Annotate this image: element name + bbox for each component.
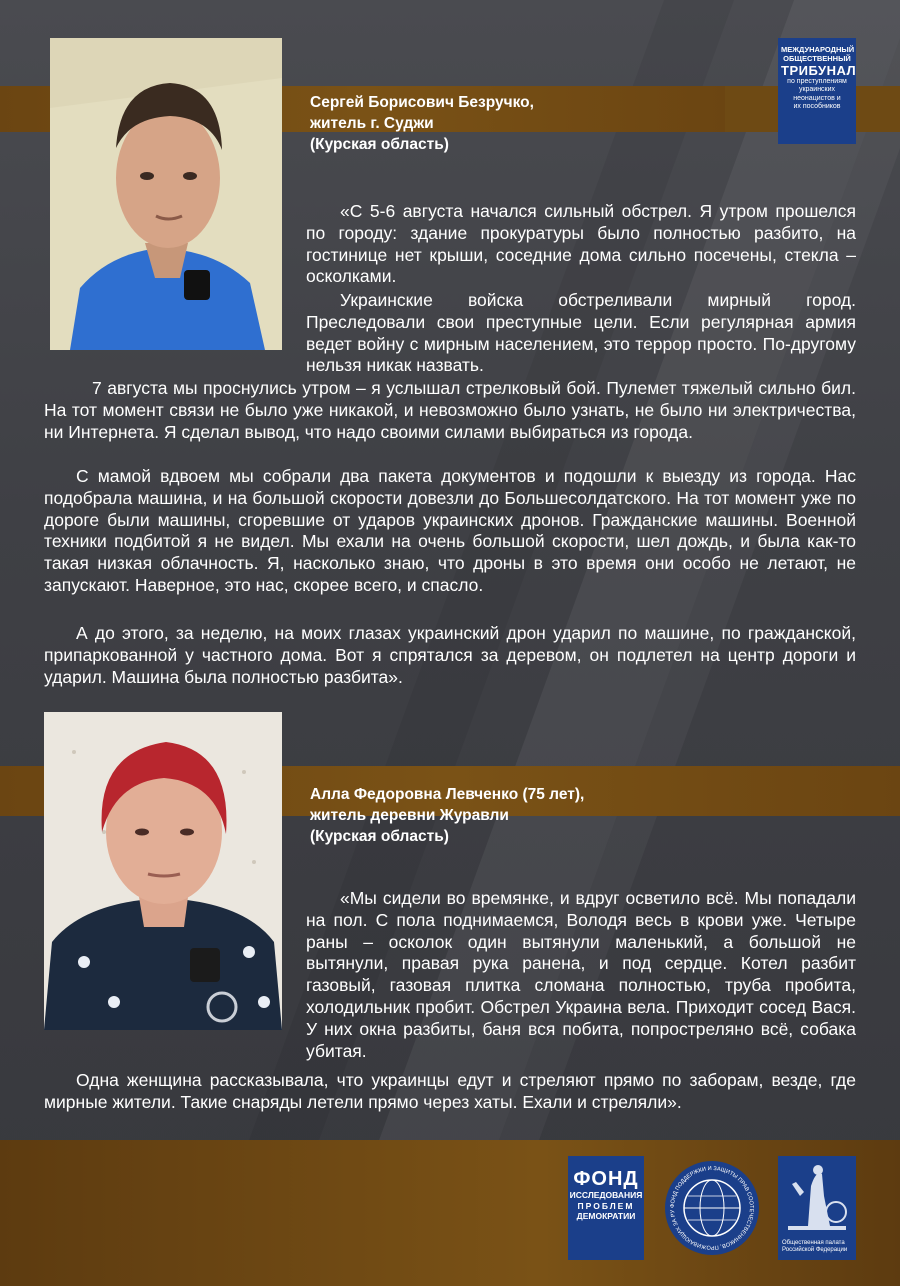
fond-logo-line: ПРОБЛЕМ (577, 1200, 635, 1211)
photo-person-2 (44, 712, 282, 1030)
person-1-paragraph: 7 августа мы проснулись утром – я услышал стрелковый бой. Пулемет тяжелый сильно бил. На тот момент связи не было уже никакой, и невозможно было узнать, не было ни электричества, ни Интернета. Я сделал вывод, что надо своими силами выбираться из города. (44, 378, 856, 442)
person-2-region: (Курская область) (310, 828, 449, 845)
tribunal-logo-line: ОБЩЕСТВЕННЫЙ (783, 54, 851, 63)
tribunal-logo-line: по преступлениям (787, 78, 847, 85)
public-chamber-logo (778, 1156, 856, 1260)
fond-logo (568, 1156, 644, 1260)
person-2-paragraph: Одна женщина рассказывала, что украинцы едут и стреляют прямо по заборам, везде, где мирные жители. Такие снаряды летели прямо через хаты. Ехали и стреляли». (44, 1070, 856, 1112)
person-2-name: Алла Федоровна Левченко (75 лет), (310, 786, 585, 803)
fond-logo-line: ДЕМОКРАТИИ (576, 1211, 636, 1221)
person-2-caption (310, 784, 584, 847)
person-2-paragraph-lead: «Мы сидели во времянке, и вдруг осветило всё. Мы попадали на пол. С пола поднимаемся, Володя весь в крови уже. Четыре раны – осколок один вытянули маленький, а большой не вытянули, правая рука ранена, и под сердце. Котел разбит газовый, газовая плитка сломана полностью, труба пробита, холодильник пробит. Обстрел Украина вела. Приходит сосед Вася. У них окна разбиты, баня вся побита, попростреляно всё, собака убитая. (306, 888, 856, 1061)
person-1-residence: житель г. Суджи (310, 115, 434, 132)
fond-logo-line: ИССЛЕДОВАНИЯ (569, 1190, 643, 1200)
compatriots-fund-circle-text: ФОНД ПОДДЕРЖКИ И ЗАЩИТЫ ПРАВ СООТЕЧЕСТВЕННИКОВ, ПРОЖИВАЮЩИХ ЗА РУ (669, 1165, 755, 1251)
monument-emblem-icon (778, 1156, 856, 1234)
tribunal-logo-line: их пособников (793, 103, 841, 111)
person-1-paragraph: Украинские войска обстреливали мирный город. Преследовали свои преступные цели. Если регулярная армия ведет войну с мирным населением, это террор просто. По-другому нельзя никак назвать. (306, 290, 856, 376)
tribunal-logo (778, 38, 856, 144)
portrait-man-illustration (50, 38, 282, 350)
person-1-paragraph: С мамой вдвоем мы собрали два пакета документов и подошли к выезду из города. Нас подобрала машина, и на большой скорости довезли до Большесолдатского. На тот момент уже по дороге были машины, сгоревшие от ударов украинских дронов. Гражданские машины. Военной техники подбитой я не видел. Мы ехали на очень большой скорости, шел дождь, и была как-то такая низкая облачность. Я, насколько знаю, что дроны в это время они особо не летают, не запускают. Наверное, это нас, скорее всего, и спасло. (44, 466, 856, 595)
photo-person-1 (50, 38, 282, 350)
tribunal-logo-title: ТРИБУНАЛ (781, 63, 857, 78)
globe-emblem-icon (664, 1156, 760, 1260)
public-chamber-line: Российской Федерации (782, 1247, 848, 1253)
footer-band (0, 1140, 900, 1286)
person-1-paragraph: «С 5-6 августа начался сильный обстрел. Я утром прошелся по городу: здание прокуратуры было полностью разбито, на гостинице нет крыши, соседние дома сильно посечены, стекла – осколками. (306, 201, 856, 287)
fond-logo-title: ФОНД (573, 1168, 639, 1190)
compatriots-fund-logo (664, 1156, 760, 1260)
portrait-woman-illustration (44, 712, 282, 1030)
person-1-caption (310, 92, 534, 155)
person-1-paragraph: А до этого, за неделю, на моих глазах украинский дрон ударил по машине, по гражданской, припаркованной у частного дома. Вот я спрятался за деревом, он подлетел на центр дороги и ударил. Машина была полностью разбита». (44, 623, 856, 687)
tribunal-logo-line: украинских (798, 86, 836, 94)
person-1-region: (Курская область) (310, 136, 449, 153)
person-1-name: Сергей Борисович Безручко, (310, 94, 534, 111)
tribunal-logo-line: неонацистов и (793, 94, 841, 102)
person-2-residence: житель деревни Журавли (310, 807, 509, 824)
tribunal-logo-line: МЕЖДУНАРОДНЫЙ (781, 45, 855, 54)
public-chamber-line: Общественная палата (782, 1240, 845, 1246)
